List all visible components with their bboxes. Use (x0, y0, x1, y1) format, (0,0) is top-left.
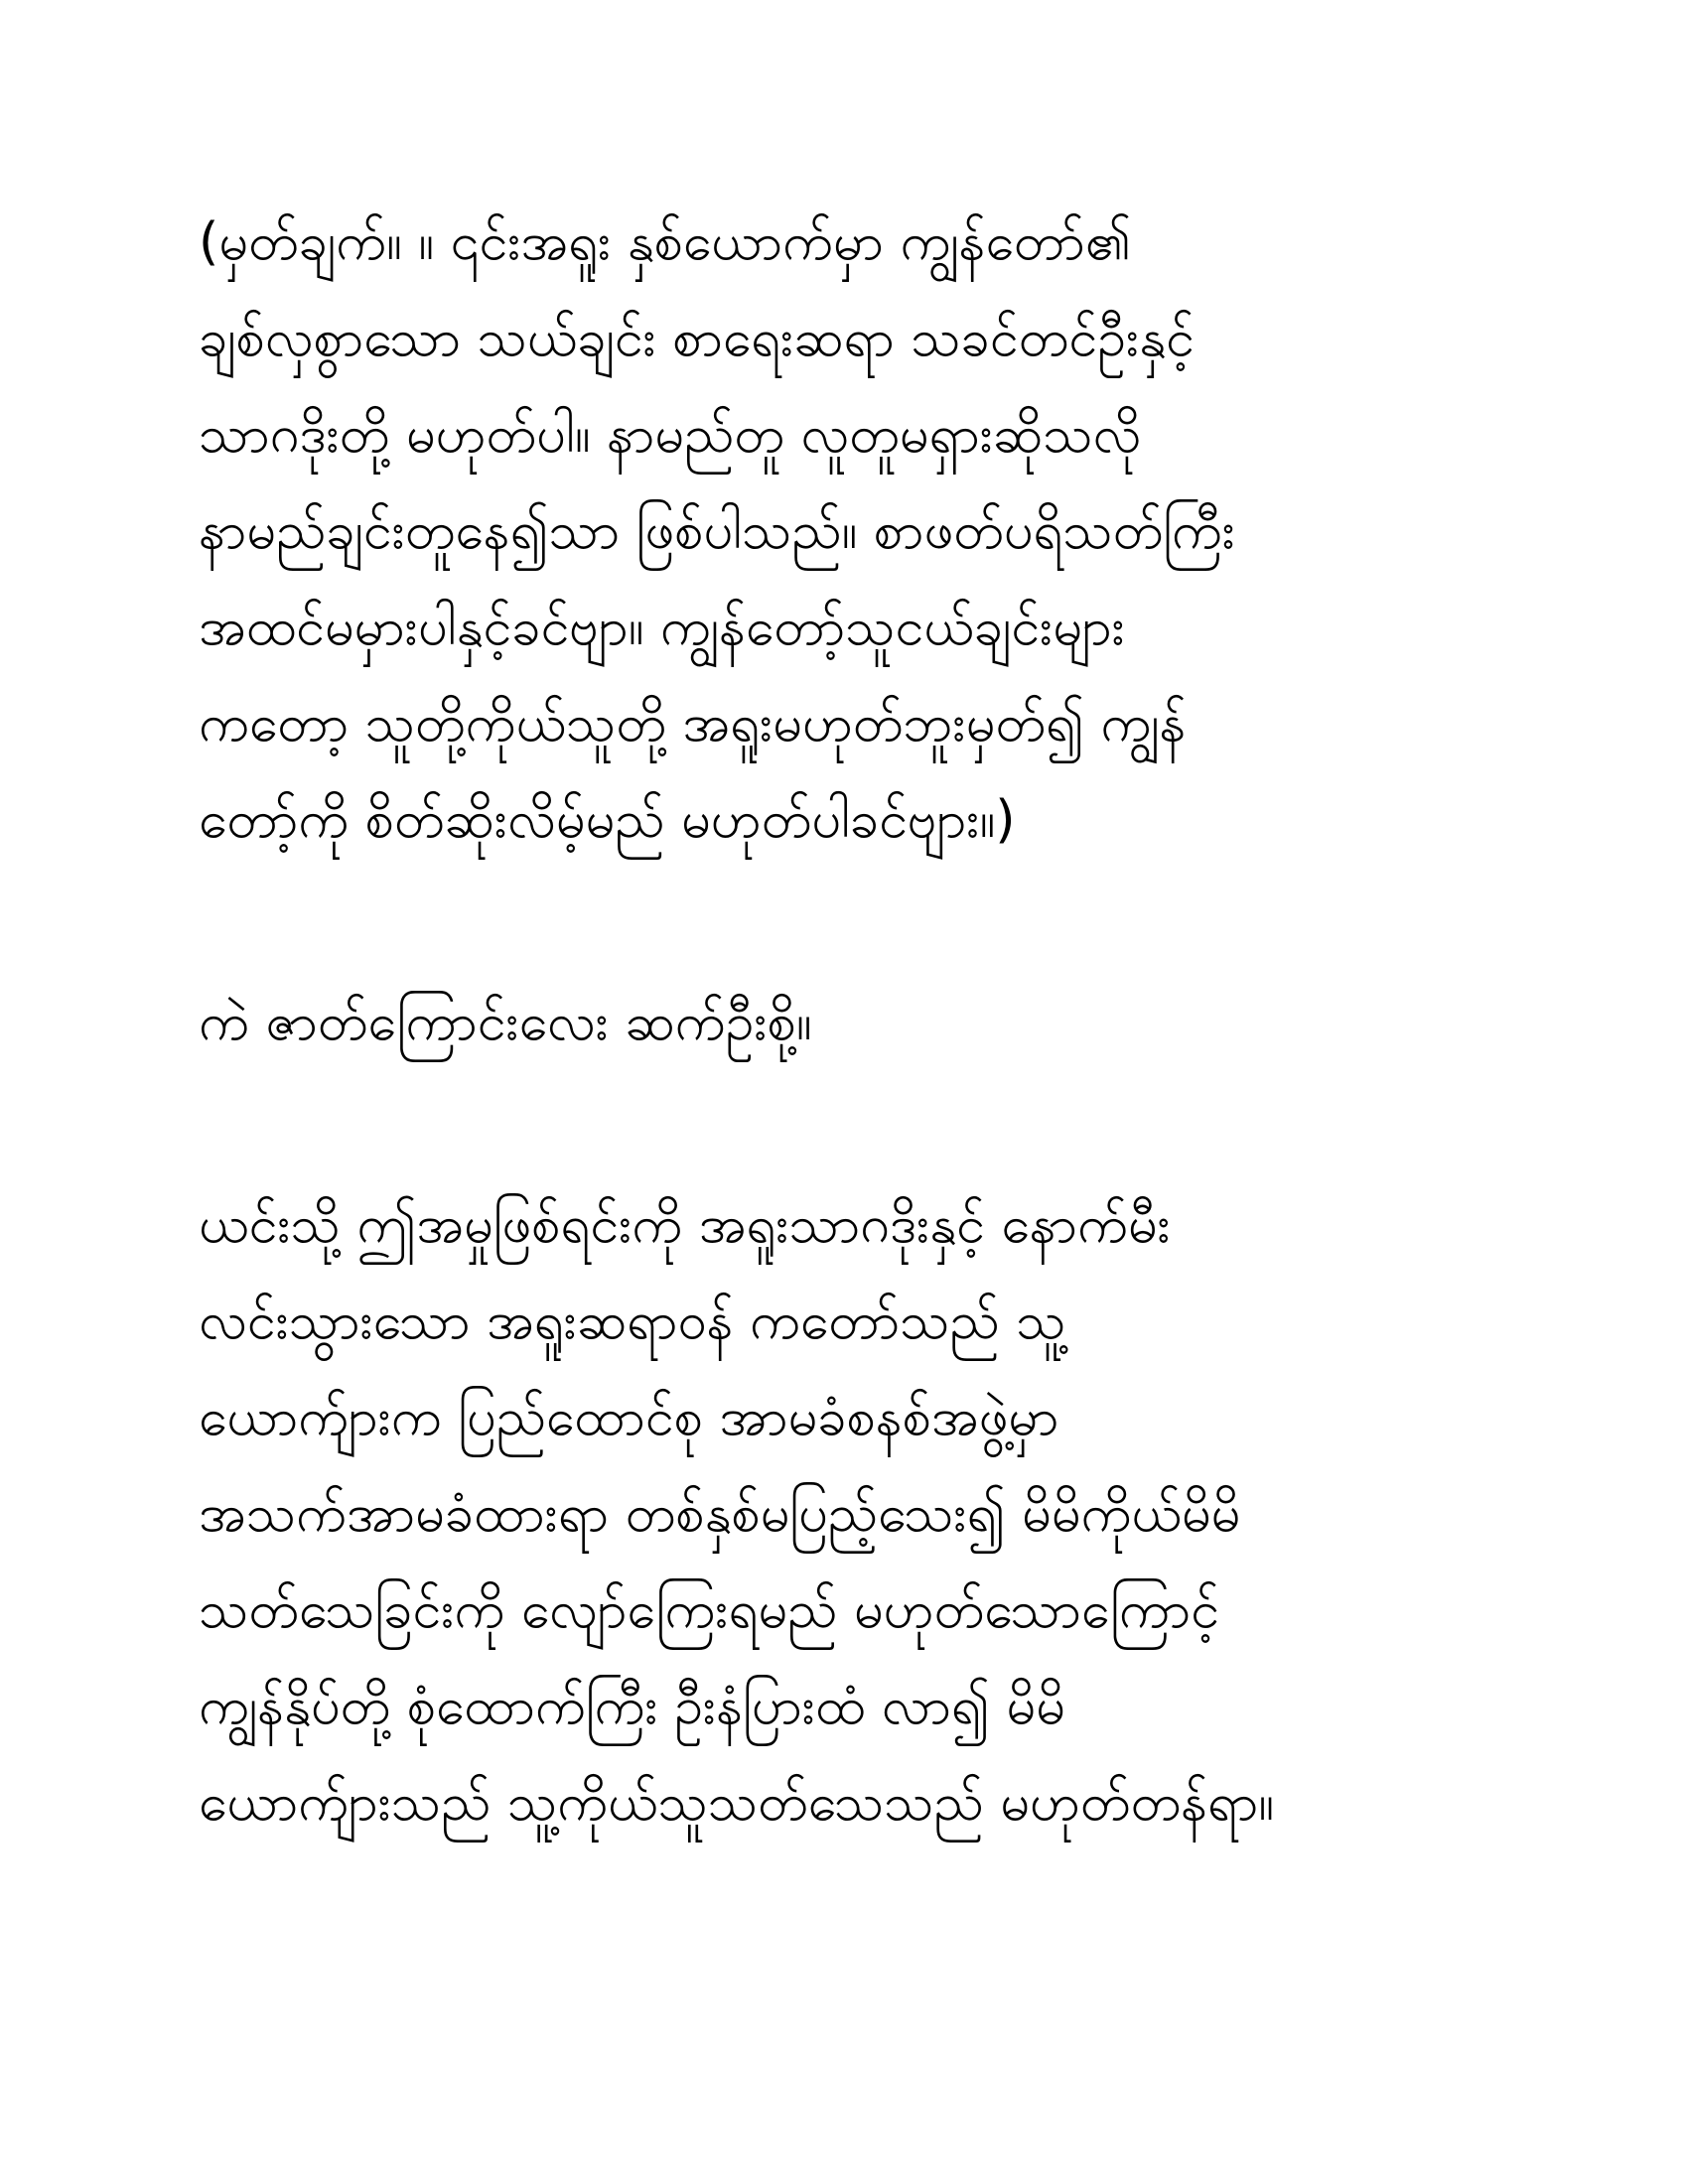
text-line: အထင်မမှားပါနှင့်ခင်ဗျာ။ ကျွန်တော့်သူငယ်ချင်းများ (199, 598, 1125, 657)
text-line: ယင်းသို့ ဤအမှုဖြစ်ရင်းကို အရူးသာဂဒိုးနှင့် နောက်မီး (199, 1195, 1171, 1255)
text-line: သာဂဒိုးတို့ မဟုတ်ပါ။ နာမည်တူ လူတူမရှားဆိုသလို (199, 405, 1142, 465)
text-line: လင်းသွားသော အရူးဆရာဝန် ကတော်သည် သူ့ (199, 1292, 1066, 1351)
text-line: ကျွန်နိုပ်တို့ စုံထောက်ကြီး ဦးနံပြားထံ လာ၍ မိမိ (199, 1677, 1065, 1736)
text-line: ကဲ ဇာတ်ကြောင်းလေး ဆက်ဦးစို့။ (199, 993, 812, 1052)
text-line: တော့်ကို စိတ်ဆိုးလိမ့်မည် မဟုတ်ပါခင်ဗျား။) (199, 790, 1016, 850)
text-line: ကတော့ သူတို့ကိုယ်သူတို့ အရူးမဟုတ်ဘူးမှတ်၍ ကျွန် (199, 694, 1187, 753)
text-line: ချစ်လှစွာသော သယ်ချင်း စာရေးဆရာ သခင်တင်ဦးနှင့် (199, 309, 1195, 368)
text-line: ယောက်ျားက ပြည်ထောင်စု အာမခံစနစ်အဖွဲ့မှာ (199, 1388, 1059, 1447)
document-page (199, 195, 1489, 1851)
continuation-paragraph (199, 975, 1489, 1071)
paragraph-gap (199, 869, 1489, 975)
text-line: (မှတ်ချက်။ ။ ၎င်းအရူး နှစ်ယောက်မှာ ကျွန်တော်၏ (199, 212, 1132, 272)
note-paragraph (199, 195, 1489, 869)
text-line: နာမည်ချင်းတူနေ၍သာ ဖြစ်ပါသည်။ စာဖတ်ပရိသတ်ကြီး (199, 501, 1236, 561)
text-line: သတ်သေခြင်းကို လျော်ကြေးရမည် မဟုတ်သောကြောင့် (199, 1580, 1220, 1640)
text-line: ယောက်ျားသည် သူ့ကိုယ်သူသတ်သေသည် မဟုတ်တန်ရာ။ (199, 1773, 1274, 1833)
paragraph-gap (199, 1071, 1489, 1177)
text-line: အသက်အာမခံထားရာ တစ်နှစ်မပြည့်သေး၍ မိမိကိုယ်မိမိ (199, 1484, 1241, 1544)
body-paragraph (199, 1177, 1489, 1851)
